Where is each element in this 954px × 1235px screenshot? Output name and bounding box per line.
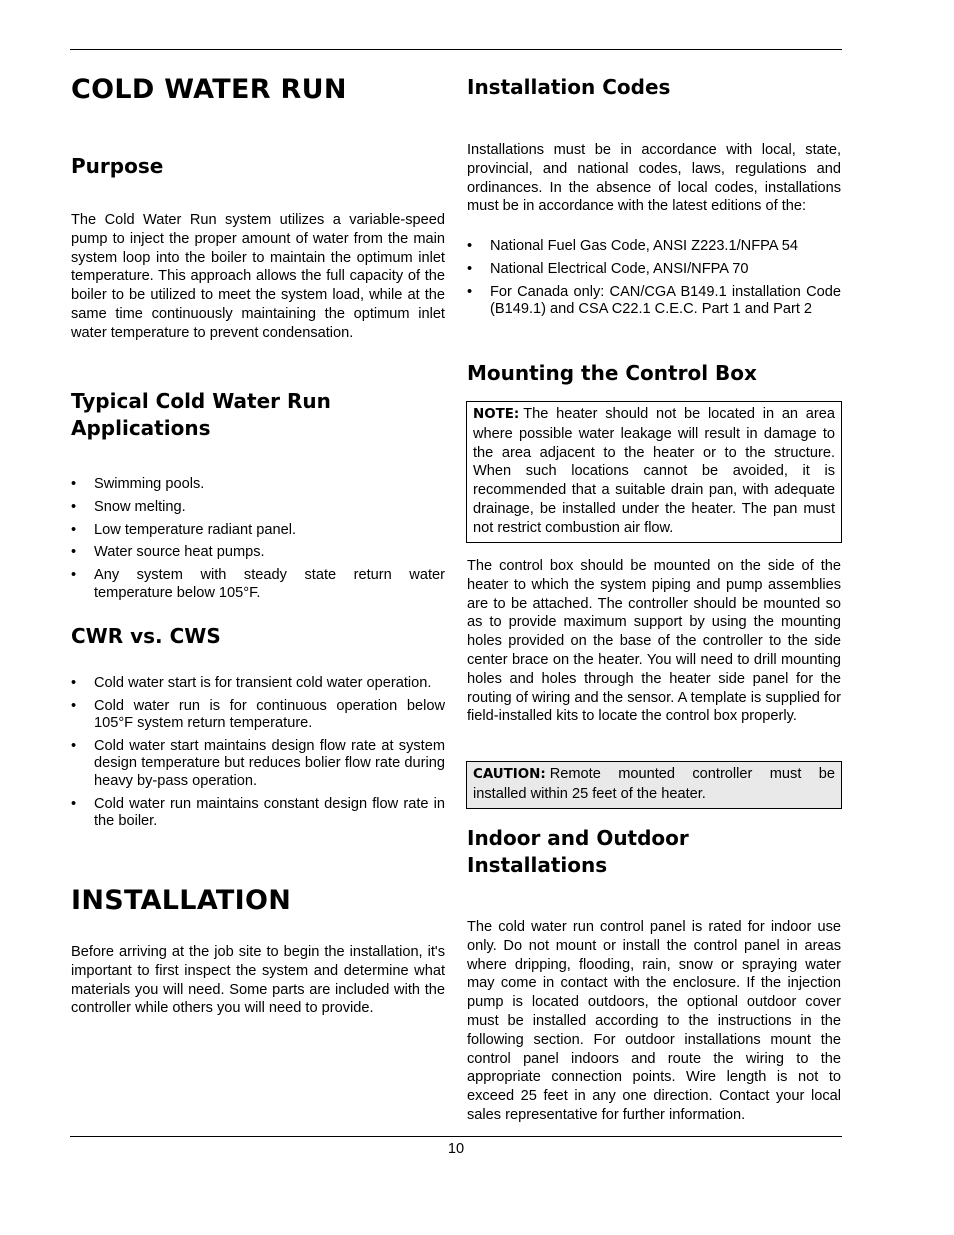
heading-installation-codes: Installation Codes <box>467 75 671 99</box>
heading-line: Applications <box>71 416 211 440</box>
section-title-cold-water-run: COLD WATER RUN <box>71 74 347 105</box>
bullet: • <box>71 795 77 812</box>
list-item: • Cold water run maintains constant design flow rate in the boiler. <box>71 795 445 830</box>
list-item: • Cold water start maintains design flow rate at system design temperature but reduces bolier flow rate during heavy by-pass operation. <box>71 738 445 789</box>
bullet: • <box>71 521 77 538</box>
bullet: • <box>467 238 473 254</box>
list-item: • Swimming pools. <box>71 476 205 492</box>
installation-paragraph: Before arriving at the job site to begin the installation, it's important to first inspect the system and determine what materials you will need. Some parts are included with the controller while others you will need to provide. <box>71 944 445 1017</box>
indoor-paragraph: The cold water run control panel is rated for indoor use only. Do not mount or install the control panel in areas where dripping, flooding, rain, snow or spraying water may come in contact with the enclosure. If the injection pump is located outdoors, the optional outdoor cover must be installed according to the instructions in the following section. For outdoor installations mount the control panel indoors and route the wiring to the appropriate connection points. Wire length is not to exceed 25 feet in any one direction. Contact your local sales representative for further information. <box>467 919 841 1123</box>
heading-cwr-vs-cws: CWR vs. CWS <box>71 624 221 648</box>
bullet: • <box>71 544 77 561</box>
heading-indoor-outdoor <box>467 825 841 879</box>
list-item: • Cold water start is for transient cold water operation. <box>71 675 432 691</box>
note-text: NOTE: The heater should not be located in an area where possible water leakage will result in damage to the area adjacent to the heater or to the structure. When such locations cannot be avoided, it is recommended that a suitable drain pan, with adequate drainage, be installed under the heater. The pan must not restrict combustion air flow. <box>473 406 835 536</box>
heading-purpose: Purpose <box>71 154 164 178</box>
list-item: • Low temperature radiant panel. <box>71 521 297 538</box>
list-item: • Water source heat pumps. <box>71 544 265 561</box>
caution-label: CAUTION: <box>473 767 546 782</box>
bullet: • <box>71 697 77 714</box>
cwr-cws-list <box>71 675 445 836</box>
bullet: • <box>71 476 77 492</box>
codes-list <box>467 238 841 324</box>
note-box <box>466 401 842 543</box>
list-item: • Snow melting. <box>71 498 186 515</box>
codes-paragraph: Installations must be in accordance with local, state, provincial, and national codes, laws, regulations and ordinances. In the absence of local codes, installations must be in accordance with the latest editions of the: <box>467 142 841 215</box>
heading-typical-applications <box>71 388 445 442</box>
purpose-paragraph: The Cold Water Run system utilizes a variable-speed pump to inject the proper amount of water from the main system loop into the boiler to maintain the optimum inlet temperature. This approach allows the full capacity of the boiler to be utilized to meet the system load, while at the same time continuously maintaining the optimum inlet water temperature to prevent condensation. <box>71 212 445 341</box>
heading-line: Indoor and Outdoor <box>467 826 689 850</box>
heading-line: Installations <box>467 853 608 877</box>
bullet: • <box>71 498 77 515</box>
caution-box <box>466 761 842 809</box>
bullet: • <box>71 675 77 691</box>
list-item: • Any system with steady state return water temperature below 105°F. <box>71 567 445 601</box>
applications-list <box>71 476 445 607</box>
bottom-rule <box>70 1136 842 1137</box>
mounting-paragraph: The control box should be mounted on the side of the heater to which the system piping and pump assemblies are to be attached. The controller should be mounted so as to provide maximum support by using the mounting holes provided on the base of the controller to the side center brace on the heater. You will need to drill mounting holes and holes through the heater side panel for the routing of wiring and the sensor. A template is supplied for field-installed kits to locate the control box properly. <box>467 558 841 725</box>
bullet: • <box>467 283 473 300</box>
bullet: • <box>71 738 77 754</box>
note-label: NOTE: <box>473 407 520 422</box>
list-item: • For Canada only: CAN/CGA B149.1 installation Code (B149.1) and CSA C22.1 C.E.C. Part 1 and Part 2 <box>467 283 841 317</box>
list-item: • Cold water run is for continuous operation below 105°F system return temperature. <box>71 697 445 732</box>
list-item: • National Electrical Code, ANSI/NFPA 70 <box>467 260 749 277</box>
section-title-installation: INSTALLATION <box>71 885 292 916</box>
heading-mounting-control-box: Mounting the Control Box <box>467 361 757 385</box>
bullet: • <box>71 567 77 584</box>
top-rule <box>70 49 842 50</box>
page-number: 10 <box>447 1141 465 1157</box>
bullet: • <box>467 260 473 277</box>
list-item: • National Fuel Gas Code, ANSI Z223.1/NFPA 54 <box>467 238 798 254</box>
caution-text: CAUTION: Remote mounted controller must be installed within 25 feet of the heater. <box>473 766 835 802</box>
heading-line: Typical Cold Water Run <box>71 389 331 413</box>
